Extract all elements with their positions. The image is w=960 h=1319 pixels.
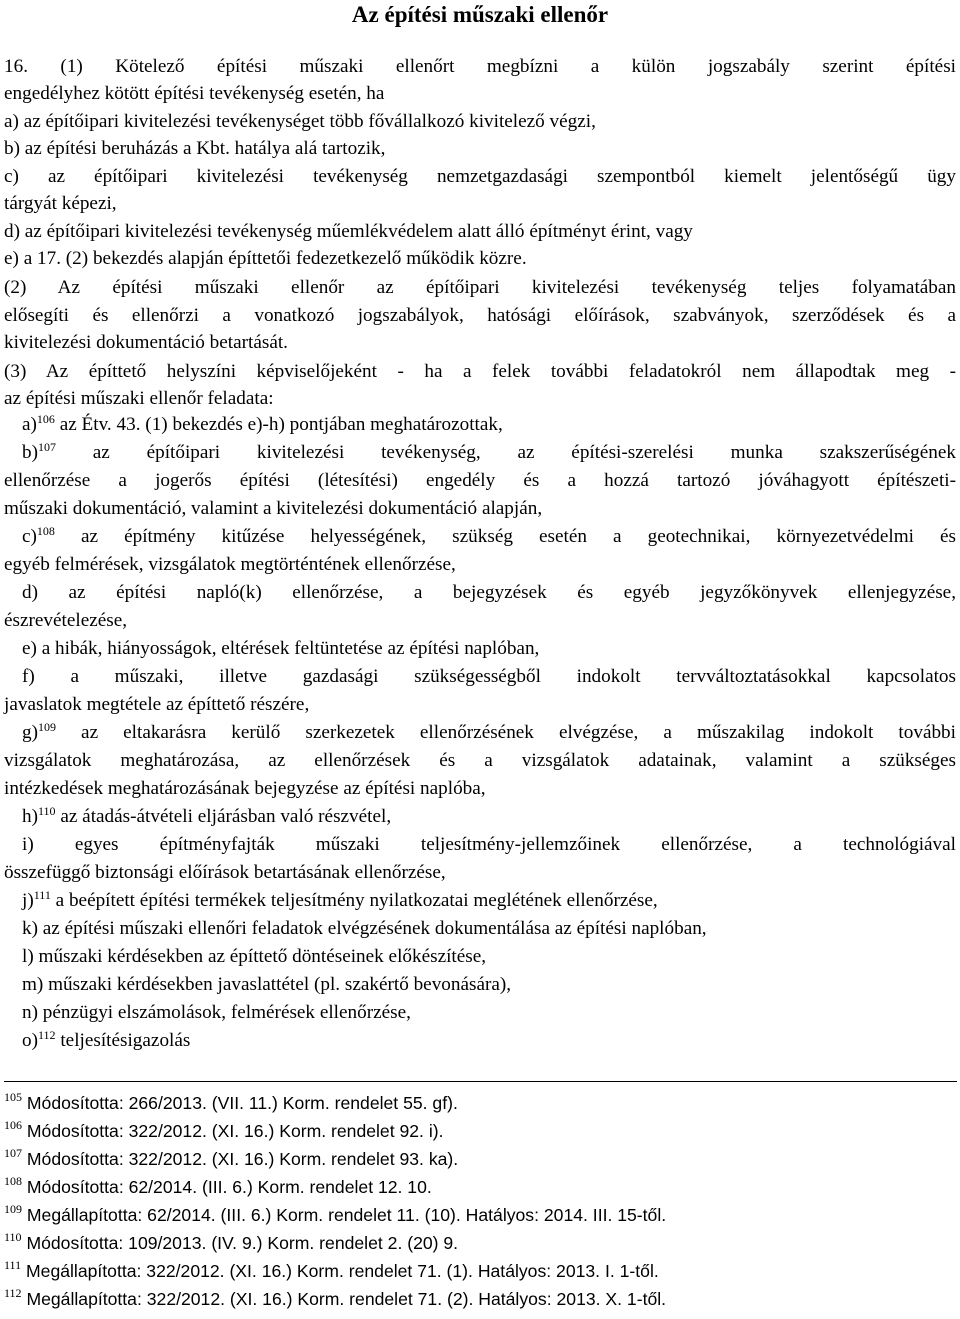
text-line: (2) Az építési műszaki ellenőr az építőipari kivitelezési tevékenység teljes folyamatában: [4, 277, 956, 298]
text-line: összefüggő biztonsági előírások betartásának ellenőrzése,: [4, 862, 446, 883]
footnote-ref: 106: [36, 412, 55, 426]
text-line: c) az építőipari kivitelezési tevékenység nemzetgazdasági szempontból kiemelt jelentőségű ügy: [4, 166, 956, 187]
text-line: kivitelezési dokumentáció betartását.: [4, 332, 288, 353]
text-line: műszaki dokumentáció, valamint a kivitelezési dokumentáció alapján,: [4, 498, 543, 519]
footnote-separator: [4, 1081, 957, 1082]
text-line: vizsgálatok meghatározása, az ellenőrzések és a vizsgálatok adatainak, valamint a szükséges: [4, 750, 956, 771]
text-line: (3) Az építtető helyszíni képviselőjeként - ha a felek további feladatokról nem állapodtak meg -: [4, 361, 956, 382]
list-item: b)$^{107}$ az építőipari kivitelezési tevékenység, az építési-szerelési munka szakszerűségének: [22, 440, 956, 463]
text-line: tárgyát képezi,: [4, 193, 117, 214]
footnote-ref: 110: [37, 804, 56, 818]
text-line: észrevételezése,: [4, 610, 128, 631]
footnote-ref: 109: [37, 720, 56, 734]
footnote-ref: 112: [37, 1028, 56, 1042]
text-line: elősegíti és ellenőrzi a vonatkozó jogszabályok, hatósági előírások, szabványok, szerződések és a: [4, 305, 956, 326]
list-item: d) az építési napló(k) ellenőrzése, a bejegyzések és egyéb jegyzőkönyvek ellenjegyzése,: [22, 582, 956, 603]
footnote: $^{107}$ Módosította: 322/2012. (XI. 16.) Korm. rendelet 93. ka).: [4, 1146, 459, 1169]
text-line: 16. (1) Kötelező építési műszaki ellenőrt megbízni a külön jogszabály szerint építési: [4, 56, 956, 77]
list-item: n) pénzügyi elszámolások, felmérések ellenőrzése,: [22, 1002, 411, 1023]
text-line: intézkedések meghatározásának bejegyzése az építési naplóba,: [4, 778, 486, 799]
list-item: o)$^{112}$ teljesítésigazolás: [22, 1028, 191, 1051]
text-line: d) az építőipari kivitelezési tevékenység műemlékvédelem alatt álló építményt érint, vagy: [4, 221, 693, 242]
list-item: j)$^{111}$ a beépített építési termékek teljesítmény nyilatkozatai meglétének ellenőrzése,: [22, 888, 658, 911]
list-item: c)$^{108}$ az építmény kitűzése helyességének, szükség esetén a geotechnikai, környezetvédelmi és: [22, 524, 956, 547]
text-line: engedélyhez kötött építési tevékenység esetén, ha: [4, 83, 385, 104]
list-item: g)$^{109}$ az eltakarásra kerülő szerkezetek ellenőrzésének elvégzése, a műszakilag indokolt további: [22, 720, 956, 743]
text-line: e) a 17. (2) bekezdés alapján építtetői fedezetkezelő működik közre.: [4, 248, 527, 269]
text-line: az építési műszaki ellenőr feladata:: [4, 388, 274, 409]
footnote: $^{112}$ Megállapította: 322/2012. (XI. 16.) Korm. rendelet 71. (2). Hatályos: 2013. X. 1-től.: [4, 1286, 667, 1309]
list-item: f) a műszaki, illetve gazdasági szükségességből indokolt tervváltoztatásokkal kapcsolatos: [22, 666, 956, 687]
text-line: ellenőrzése a jogerős építési (létesítési) engedély és a hozzá tartozó jóváhagyott építészeti-: [4, 470, 956, 491]
text-line: javaslatok megtétele az építtető részére,: [4, 694, 310, 715]
list-item: e) a hibák, hiányosságok, eltérések feltüntetése az építési naplóban,: [22, 638, 540, 659]
footnote: $^{109}$ Megállapította: 62/2014. (III. 6.) Korm. rendelet 11. (10). Hatályos: 2014. III. 15-től.: [4, 1202, 667, 1225]
text-line: b) az építési beruházás a Kbt. hatálya alá tartozik,: [4, 138, 386, 159]
text-line: a) az építőipari kivitelezési tevékenységet több fővállalkozó kivitelező végzi,: [4, 111, 596, 132]
footnote: $^{108}$ Módosította: 62/2014. (III. 6.) Korm. rendelet 12. 10.: [4, 1174, 432, 1197]
footnote-ref: 107: [37, 440, 56, 454]
footnote-ref: 108: [36, 524, 55, 538]
footnote: $^{110}$ Módosította: 109/2013. (IV. 9.) Korm. rendelet 2. (20) 9.: [4, 1230, 459, 1253]
page-title: Az építési műszaki ellenőr: [351, 2, 609, 27]
list-item: l) műszaki kérdésekben az építtető döntéseinek előkészítése,: [22, 946, 487, 967]
text-line: egyéb felmérések, vizsgálatok megtörténtének ellenőrzése,: [4, 554, 456, 575]
footnote: $^{106}$ Módosította: 322/2012. (XI. 16.) Korm. rendelet 92. i).: [4, 1118, 444, 1141]
footnote-ref: 111: [33, 888, 51, 902]
list-item: h)$^{110}$ az átadás-átvételi eljárásban való részvétel,: [22, 804, 392, 827]
list-item: k) az építési műszaki ellenőri feladatok elvégzésének dokumentálása az építési naplóban,: [22, 918, 707, 939]
list-item: i) egyes építményfajták műszaki teljesítmény-jellemzőinek ellenőrzése, a technológiával: [22, 834, 956, 855]
list-item: m) műszaki kérdésekben javaslattétel (pl. szakértő bevonására),: [22, 974, 512, 995]
footnote: $^{111}$ Megállapította: 322/2012. (XI. 16.) Korm. rendelet 71. (1). Hatályos: 2013. I. 1-től.: [4, 1258, 659, 1281]
footnote: $^{105}$ Módosította: 266/2013. (VII. 11.) Korm. rendelet 55. gf).: [4, 1090, 458, 1113]
list-item: a)$^{106}$ az Étv. 43. (1) bekezdés e)-h) pontjában meghatározottak,: [22, 412, 503, 435]
